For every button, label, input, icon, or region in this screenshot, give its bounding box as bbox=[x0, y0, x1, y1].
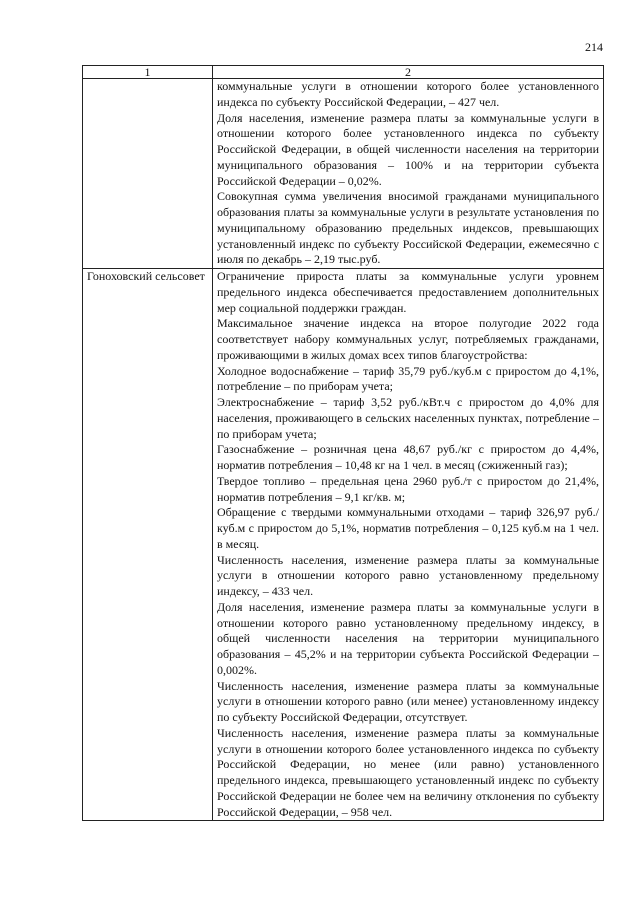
description-cell bbox=[213, 79, 604, 269]
paragraph: Численность населения, изменение размера платы за коммунальные услуги в отношении которого равно установленному предельному индексу, – 433 чел. bbox=[217, 552, 599, 598]
paragraph: Численность населения, изменение размера платы за коммунальные услуги в отношении которого более установленного индекса по субъекту Российской Федерации, но менее (или равно) установленного предельного индекса, превышающего установленный индекс по субъекту Российской Федерации не более чем на величину отклонения по субъекту Российской Федерации, – 958 чел. bbox=[217, 725, 599, 819]
municipality-name: Гоноховский сельсовет bbox=[83, 269, 213, 821]
paragraph: Газоснабжение – розничная цена 48,67 руб./кг с приростом до 4,4%, норматив потребления – 10,48 кг на 1 чел. в месяц (сжиженный газ); bbox=[217, 442, 599, 472]
table-row bbox=[83, 79, 604, 269]
description-cell bbox=[213, 269, 604, 821]
column-number-1: 1 bbox=[83, 66, 213, 79]
paragraph: Доля населения, изменение размера платы за коммунальные услуги в отношении которого более установленного индекса по субъекту Российской Федерации, в общей численности населения на территории муниципального образования – 100% и на территории субъекта Российской Федерации – 0,02%. bbox=[217, 110, 599, 188]
paragraph: Максимальное значение индекса на второе полугодие 2022 года соответствует набору коммунальных услуг, потребляемых гражданами, проживающими в жилых домах всех типов благоустройства: bbox=[217, 316, 599, 362]
paragraph: Электроснабжение – тариф 3,52 руб./кВт.ч с приростом до 4,0% для населения, проживающего в сельских населенных пунктах, потребление – по приборам учета; bbox=[217, 395, 599, 441]
paragraph: Твердое топливо – предельная цена 2960 руб./т с приростом до 21,4%, норматив потребления – 9,1 кг/кв. м; bbox=[217, 473, 599, 504]
paragraph: Холодное водоснабжение – тариф 35,79 руб./куб.м с приростом до 4,1%, потребление – по приборам учета; bbox=[217, 363, 599, 394]
paragraph: Численность населения, изменение размера платы за коммунальные услуги в отношении которого равно (или менее) установленному индексу по субъекту Российской Федерации, отсутствует. bbox=[217, 678, 599, 724]
table-row bbox=[83, 269, 604, 821]
paragraph: Обращение с твердыми коммунальными отходами – тариф 326,97 руб./куб.м с приростом до 5,1%, норматив потребления – 0,125 куб.м на 1 чел. в месяц. bbox=[217, 505, 599, 551]
table-header-row bbox=[83, 66, 604, 79]
paragraph: Ограничение прироста платы за коммунальные услуги уровнем предельного индекса обеспечивается предоставлением дополнительных мер социальной поддержки граждан. bbox=[217, 269, 599, 315]
indices-table bbox=[82, 65, 604, 821]
paragraph: Доля населения, изменение размера платы за коммунальные услуги в отношении которого равно установленному предельному индексу, в общей численности населения на территории муниципального образования – 45,2% и на территории субъекта Российской Федерации – 0,002%. bbox=[217, 599, 599, 677]
column-number-2: 2 bbox=[213, 66, 604, 79]
paragraph: коммунальные услуги в отношении которого более установленного индекса по субъекту Российской Федерации, – 427 чел. bbox=[217, 79, 599, 109]
municipality-cell-empty bbox=[83, 79, 213, 269]
paragraph: Совокупная сумма увеличения вносимой гражданами муниципального образования платы за коммунальные услуги в результате установления по муниципальному образованию предельных индексов, превышающих установленный индекс по субъекту Российской Федерации, ежемесячно с июля по декабрь – 2,19 тыс.руб. bbox=[217, 189, 599, 267]
page-number: 214 bbox=[585, 40, 603, 54]
